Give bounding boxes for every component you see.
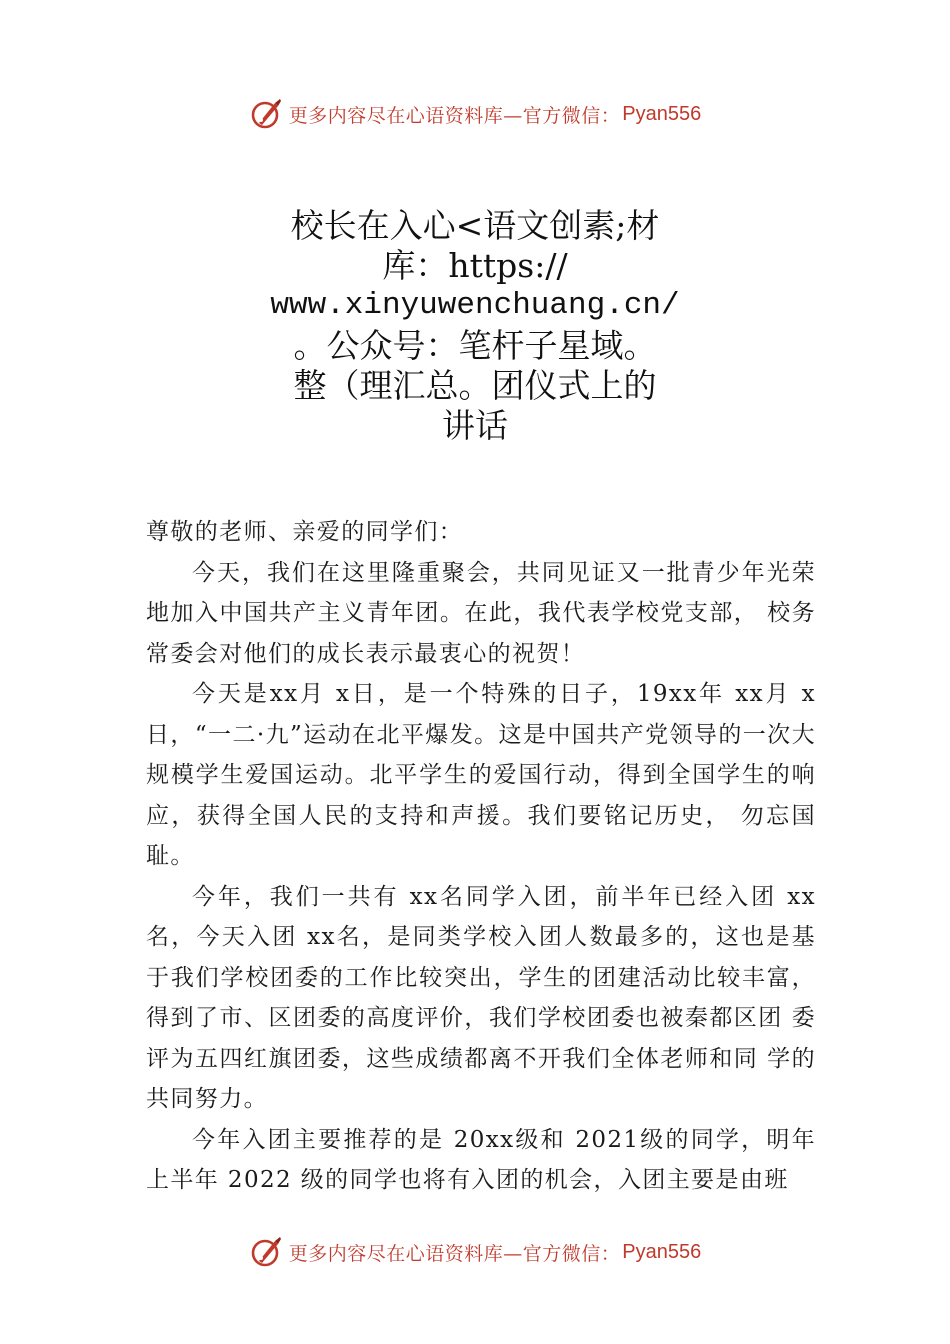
title-line-6: 讲话: [442, 406, 508, 445]
banner-wechat-id: Pyan556: [622, 102, 702, 125]
footer-banner: [0, 1232, 950, 1272]
paragraph-3: 今年，我们一共有 xx名同学入团，前半年已经入团 xx名，今天入团 xx名，是同类学校入团人数最多的，这也是基于我们学校团委的工作比较突出，学生的团建活动比较丰富， 得到了市、区团委的高度评价，我们学校团委也被秦都区团 委评为五四红旗团委，这些成绩都离不开我们全体老师和同 学的共同努力。: [146, 883, 816, 1112]
paragraph-4: 今年入团主要推荐的是 20xx级和 2021级的同学，明年上半年 2022 级的同学也将有入团的机会，入团主要是由班: [146, 1126, 816, 1193]
title-line-4: 。公众号：笔杆子星域。: [293, 326, 657, 365]
title-line-2: 库：https://: [382, 246, 568, 285]
paragraph-2: 今天是xx月 x日，是一个特殊的日子，19xx年 xx月 x日，“一二·九”运动在北平爆发。这是中国共产党领导的一次大规模学生爱国运动。北平学生的爱国行动，得到全国学生的响应，获得全国人民的支持和声援。我们要铭记历史， 勿忘国耻。: [146, 681, 816, 869]
title-line-3: www.xinyuwenchuang.cn/: [270, 288, 680, 323]
banner-text: 更多内容尽在心语资料库—官方微信：: [288, 104, 621, 127]
banner-wechat-id: Pyan556: [622, 1240, 702, 1263]
title-line-1: 校长在入心<语文创素;材: [290, 206, 660, 245]
paragraph-1: 今天，我们在这里隆重聚会，共同见证又一批青少年光荣地加入中国共产主义青年团。在此，我代表学校党支部， 校务常委会对他们的成长表示最衷心的祝贺！: [146, 559, 816, 667]
quill-pen-logo-icon: [249, 97, 283, 131]
header-banner: [0, 94, 950, 134]
document-title: [200, 206, 750, 446]
salutation: 尊敬的老师、亲爱的同学们：: [146, 519, 464, 545]
quill-pen-logo-icon: [249, 1235, 283, 1269]
title-line-5: 整（理汇总。团仪式上的: [293, 366, 657, 405]
banner-text: 更多内容尽在心语资料库—官方微信：: [288, 1242, 621, 1265]
document-body: [146, 512, 816, 1201]
